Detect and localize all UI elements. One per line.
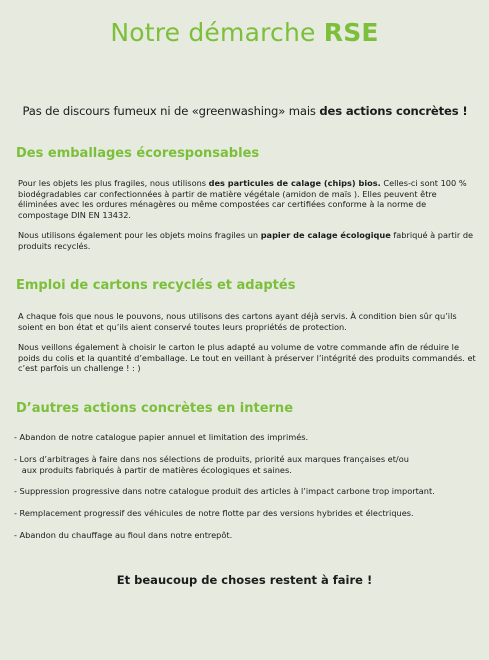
- intro-text: [10, 104, 480, 118]
- p1-before: Pour les objets les plus fragiles, nous utilisons: [18, 178, 209, 188]
- list-item: - Abandon du chauffage au fioul dans notre entrepôt.: [14, 529, 233, 540]
- page-title: [0, 18, 489, 47]
- list-item: - Lors d’arbitrages à faire dans nos sélections de produits, priorité aux marques françaises et/ou: [14, 453, 409, 464]
- paragraph-emballages-2: [18, 230, 476, 251]
- section-heading-emballages: Des emballages écoresponsables: [16, 146, 260, 161]
- p1-after: Celles-ci sont 100 % biodégradables car confectionnées à partir de matière végétale (amidon de maïs ). Elles peuvent être éliminées avec les ordures ménagères ou même compostées car certifiées conforme à la norme de compostage DIN EN 13432.: [18, 178, 467, 220]
- p2-before: Nous utilisons également pour les objets moins fragiles un: [18, 230, 261, 240]
- title-text: Notre démarche: [110, 18, 324, 47]
- section-heading-cartons: Emploi de cartons recyclés et adaptés: [16, 278, 296, 293]
- paragraph-cartons-1: A chaque fois que nous le pouvons, nous utilisons des cartons ayant déjà servis. À condition bien sûr qu’ils soient en bon état et qu’ils aient conservé toutes leurs propriétés de protection.: [18, 311, 457, 332]
- closing-statement: Et beaucoup de choses restent à faire !: [116, 573, 373, 587]
- list-item: - Abandon de notre catalogue papier annuel et limitation des imprimés.: [14, 432, 309, 442]
- title-bold: RSE: [323, 18, 379, 47]
- list-item: - Suppression progressive dans notre catalogue produit des articles à l’impact carbone trop important.: [14, 486, 435, 497]
- p1-bold: des particules de calage (chips) bios.: [208, 178, 381, 188]
- intro-plain: Pas de discours fumeux ni de «greenwashing» mais: [22, 104, 320, 118]
- list-item: - Remplacement progressif des véhicules de notre flotte par des versions hybrides et électriques.: [14, 508, 414, 519]
- actions-list: [14, 432, 479, 552]
- p2-bold: papier de calage écologique: [260, 230, 391, 240]
- list-item: aux produits fabriqués à partir de matières écologiques et saines.: [14, 464, 292, 475]
- section-heading-actions: D’autres actions concrètes en interne: [16, 401, 294, 416]
- intro-bold: des actions concrètes !: [319, 104, 468, 118]
- p2-after: fabriqué à partir de produits recyclés.: [18, 230, 474, 251]
- paragraph-emballages-1: [18, 178, 476, 220]
- paragraph-cartons-2: Nous veillons également à choisir le carton le plus adapté au volume de votre commande afin de réduire le poids du colis et la quantité d’emballage. Le tout en veillant à préserver l’intégrité des produits commandés. et c’est parfois un challenge ! : ): [18, 342, 476, 374]
